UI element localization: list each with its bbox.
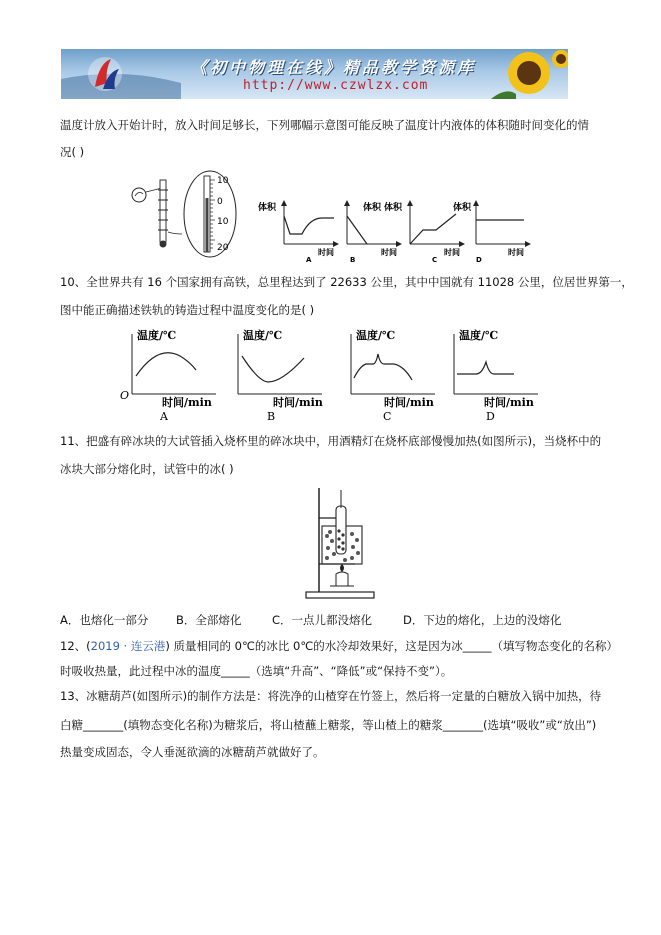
graph-letter: B	[350, 256, 356, 264]
thermo-tick-label: 20	[217, 243, 229, 253]
q9-line1: 温度计放入开始计时，放入时间足够长，下列哪幅示意图可能反映了温度计内液体的体积随时间变化的情	[60, 118, 589, 132]
volume-graph-d	[453, 201, 530, 264]
volume-graph-a	[258, 201, 338, 264]
temp-ylabel: 温度/℃	[137, 329, 177, 342]
temp-xlabel: 时间/min	[484, 396, 534, 409]
q12-line1	[60, 638, 618, 654]
temp-graph-letter: D	[486, 410, 495, 423]
temp-graph-c	[351, 328, 435, 423]
logo-icon	[88, 57, 122, 91]
q11-option-d: D．下边的熔化，上边的没熔化	[403, 613, 562, 627]
q13-line1: 13、冰糖葫芦(如图所示)的制作方法是：将洗净的山楂穿在竹签上，然后将一定量的白糖放入锅中加热，待	[60, 689, 602, 703]
temp-graph-b	[238, 328, 323, 423]
banner-url: http://www.czwlzx.com	[243, 78, 429, 93]
q13-line3: 热量变成固态，令人垂涎欲滴的冰糖葫芦就做好了。	[60, 745, 325, 759]
apparatus-figure	[300, 486, 380, 604]
temp-ylabel: 温度/℃	[356, 329, 396, 342]
q9-line2: 况( )	[60, 145, 85, 159]
graph-letter: C	[432, 256, 438, 264]
q11-option-a: A．也熔化一部分	[60, 613, 149, 627]
q10-line2: 图中能正确描述铁轨的铸造过程中温度变化的是( )	[60, 303, 315, 317]
thermometer-figure	[124, 170, 239, 260]
temp-graph-letter: A	[160, 410, 168, 423]
graph-letter: D	[476, 256, 482, 264]
q12-line2: 时吸收热量，此过程中冰的温度_____（选填“升高”、“降低”或“保持不变”）。	[60, 664, 453, 678]
q12-number: 12、(	[60, 639, 91, 653]
q11-option-b: B．全部熔化	[176, 613, 242, 627]
temp-xlabel: 时间/min	[273, 396, 323, 409]
thermo-tick-label: 0	[217, 197, 223, 207]
banner-title: 《初中物理在线》精品教学资源库	[191, 58, 477, 77]
temp-graph-letter: B	[267, 410, 276, 423]
temp-graph-letter: C	[383, 410, 392, 423]
graph-xlabel: 时间	[318, 248, 334, 257]
graph-ylabel: 体积	[363, 203, 382, 213]
q11-line1: 11、把盛有碎冰块的大试管插入烧杯里的碎冰块中，用酒精灯在烧杯底部慢慢加热(如图所示)，当烧杯中的	[60, 434, 602, 448]
graph-ylabel: 体积	[453, 203, 472, 213]
temp-xlabel: 时间/min	[162, 396, 212, 409]
graph-letter: A	[306, 256, 312, 264]
temp-ylabel: 温度/℃	[243, 329, 283, 342]
graph-xlabel: 时间	[444, 248, 460, 257]
thermo-tick-label: 10	[217, 217, 229, 227]
temp-graph-d	[454, 328, 538, 423]
temp-ylabel: 温度/℃	[459, 329, 499, 342]
graph-ylabel: 体积	[384, 203, 403, 213]
graph-xlabel: 时间	[381, 248, 397, 257]
volume-graphs	[258, 196, 533, 264]
q13-line2: 白糖_______(填物态变化名称)为糖浆后，将山楂蘸上糖浆，等山楂上的糖浆_______(选填“吸收”或“放出”)	[60, 718, 597, 732]
header-banner	[61, 49, 568, 99]
origin-label: O	[120, 389, 130, 402]
temp-xlabel: 时间/min	[384, 396, 434, 409]
temperature-graphs	[118, 326, 548, 424]
sunflower-icon	[491, 50, 568, 99]
q11-line2: 冰块大部分熔化时，试管中的冰( )	[60, 462, 234, 476]
graph-xlabel: 时间	[508, 248, 524, 257]
q10-line1: 10、全世界共有 16 个国家拥有高铁，总里程达到了 22633 公里，其中中国就有 11028 公里，位居世界第一，	[60, 275, 633, 289]
q11-option-c: C．一点儿都没熔化	[272, 613, 373, 627]
thermo-tick-label: 10	[217, 176, 229, 186]
graph-ylabel: 体积	[258, 203, 277, 213]
temp-graph-a	[120, 328, 216, 423]
q12-text: ) 质量相同的 0℃的冰比 0℃的水冷却效果好，这是因为冰_____（填写物态变化的名称）	[165, 639, 619, 653]
q12-source-link[interactable]: 2019 · 连云港	[90, 639, 166, 653]
